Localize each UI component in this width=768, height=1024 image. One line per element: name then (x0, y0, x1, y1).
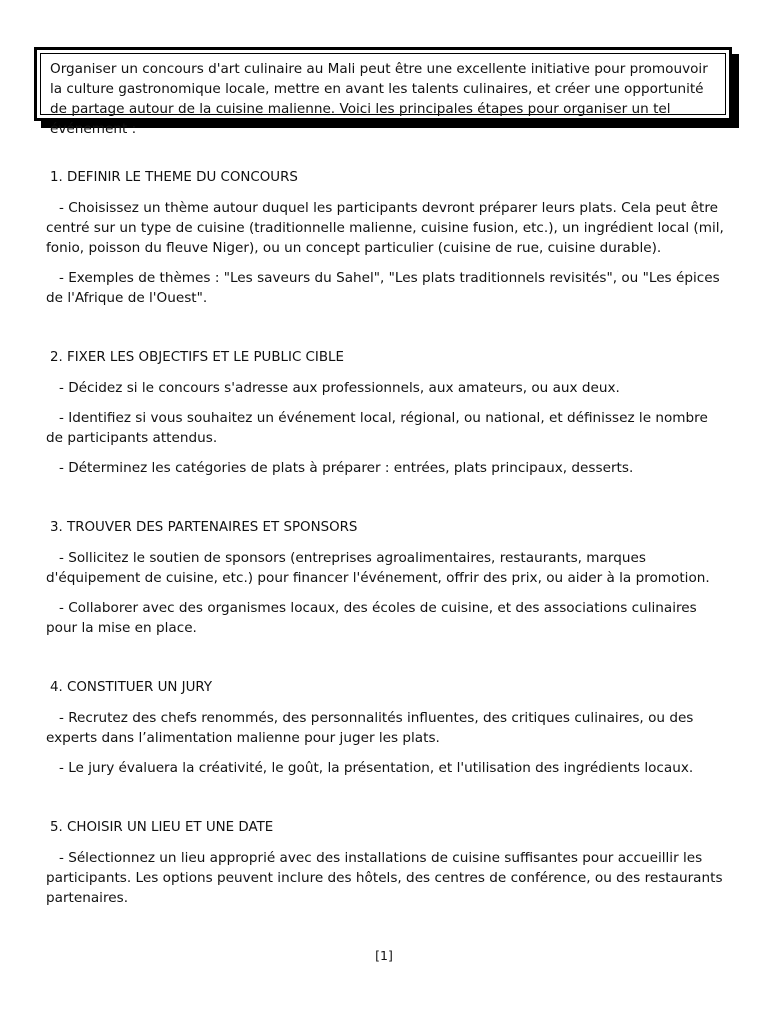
intro-box (34, 47, 732, 137)
section-4 (46, 678, 726, 788)
section-heading: 2. FIXER LES OBJECTIFS ET LE PUBLIC CIBLE (50, 350, 344, 365)
section-heading: 3. TROUVER DES PARTENAIRES ET SPONSORS (50, 520, 358, 535)
section-1 (46, 168, 726, 318)
section-paragraph: - Collaborer avec des organismes locaux, des écoles de cuisine, et des associations culinaires pour la mise en place. (46, 600, 697, 636)
section-paragraph: - Sollicitez le soutien de sponsors (entreprises agroalimentaires, restaurants, marques d'équipement de cuisine, etc.) pour financer l'événement, offrir des prix, ou aider à la promotion. (46, 550, 710, 586)
intro-text: Organiser un concours d'art culinaire au Mali peut être une excellente initiative pour promouvoir la culture gastronomique locale, mettre en avant les talents culinaires, et créer une opportunité de partage autour de la cuisine malienne. Voici les principales étapes pour organiser un tel événement : (40, 53, 726, 115)
section-paragraph: - Choisissez un thème autour duquel les participants devront préparer leurs plats. Cela peut être centré sur un type de cuisine (traditionnelle malienne, cuisine fusion, etc.), un ingrédient local (mil, fonio, poisson du fleuve Niger), ou un concept particulier (cuisine de rue, cuisine durable). (46, 200, 724, 256)
page-number: [1] (375, 948, 393, 963)
section-paragraph: - Sélectionnez un lieu approprié avec des installations de cuisine suffisantes pour accueillir les participants. Les options peuvent inclure des hôtels, des centres de conférence, ou des restaurants partenaires. (46, 850, 723, 906)
section-paragraph: - Le jury évaluera la créativité, le goût, la présentation, et l'utilisation des ingrédients locaux. (58, 760, 694, 776)
section-3 (46, 518, 726, 648)
section-heading: 4. CONSTITUER UN JURY (50, 680, 213, 695)
section-paragraph: - Identifiez si vous souhaitez un événement local, régional, ou national, et définissez le nombre de participants attendus. (46, 410, 708, 446)
section-2 (46, 348, 726, 488)
section-paragraph: - Déterminez les catégories de plats à préparer : entrées, plats principaux, desserts. (58, 460, 634, 476)
section-5 (46, 818, 726, 918)
section-heading: 5. CHOISIR UN LIEU ET UNE DATE (50, 820, 274, 835)
section-heading: 1. DEFINIR LE THEME DU CONCOURS (50, 170, 298, 185)
section-paragraph: - Décidez si le concours s'adresse aux professionnels, aux amateurs, ou aux deux. (58, 380, 620, 396)
section-paragraph: - Recrutez des chefs renommés, des personnalités influentes, des critiques culinaires, ou des experts dans l’alimentation malienne pour juger les plats. (46, 710, 694, 746)
section-paragraph: - Exemples de thèmes : "Les saveurs du Sahel", "Les plats traditionnels revisités", ou "Les épices de l'Afrique de l'Ouest". (46, 270, 720, 306)
